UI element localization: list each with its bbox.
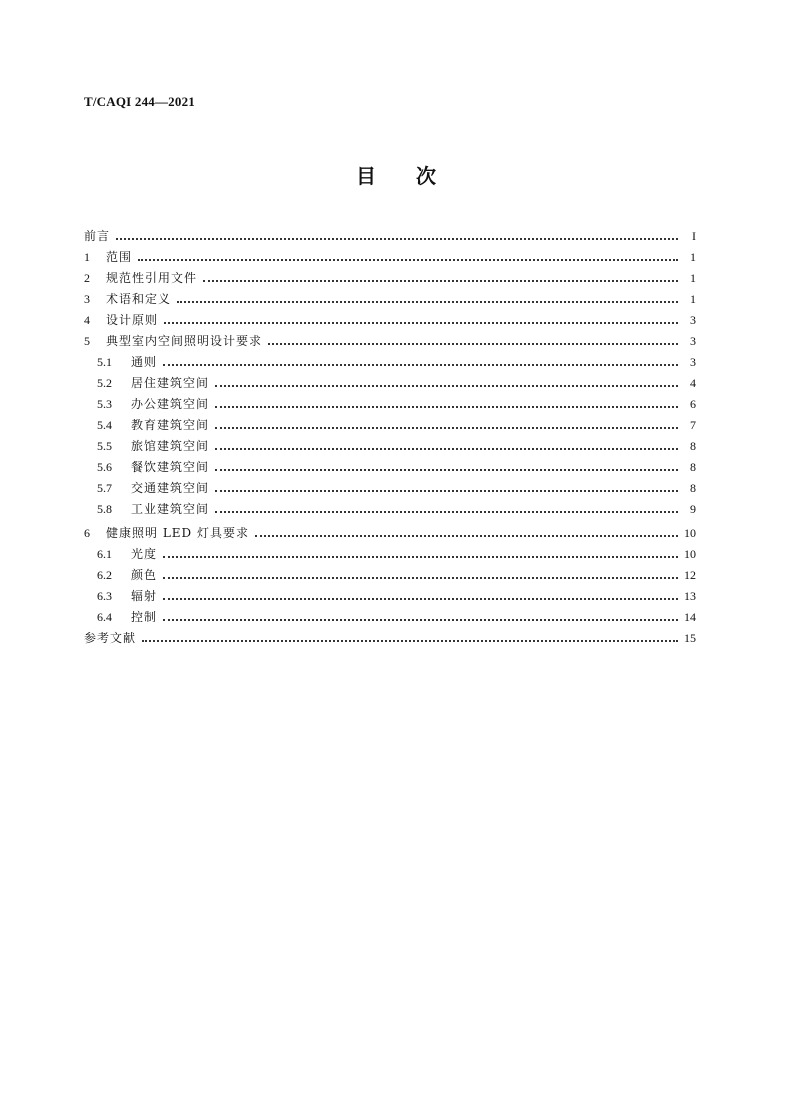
toc-entry-page: 3 [690, 313, 696, 327]
toc-entry-page: 12 [684, 568, 696, 582]
toc-entry-label: 参考文献 [84, 631, 137, 645]
toc-entry-label: 典型室内空间照明设计要求 [106, 334, 263, 348]
toc-entry-label: 办公建筑空间 [131, 397, 210, 411]
toc-entry-page: 7 [690, 418, 696, 432]
dot-leader [215, 448, 678, 450]
dot-leader [215, 406, 678, 408]
toc-entry[interactable] [84, 411, 696, 432]
dot-leader [215, 469, 678, 471]
toc-entry-number: 6.4 [97, 610, 112, 624]
toc-entry-number: 5.2 [97, 376, 112, 390]
toc-entry-number: 6 [84, 526, 90, 540]
toc-entry-number: 5.8 [97, 502, 112, 516]
toc-entry-number: 6.1 [97, 547, 112, 561]
dot-leader [215, 385, 678, 387]
toc-entry-page: 1 [690, 250, 696, 264]
toc-entry-page: 13 [684, 589, 696, 603]
toc-entry-label: 颜色 [131, 568, 158, 582]
toc-entry[interactable] [84, 369, 696, 390]
toc-entry-page: 3 [690, 334, 696, 348]
toc-entry-number: 5.7 [97, 481, 112, 495]
toc-entry-label: 教育建筑空间 [131, 418, 210, 432]
toc-entry-number: 5.3 [97, 397, 112, 411]
dot-leader [163, 364, 678, 366]
toc-entry-label: 通则 [131, 355, 158, 369]
toc-entry-number: 5.6 [97, 460, 112, 474]
toc-entry-label: 前言 [84, 229, 111, 243]
toc-entry-page: 14 [684, 610, 696, 624]
toc-entry[interactable] [84, 285, 696, 306]
toc-entry-label: 控制 [131, 610, 158, 624]
toc-entry[interactable] [84, 495, 696, 516]
toc-entry-label: 餐饮建筑空间 [131, 460, 210, 474]
toc-entry-label: 辐射 [131, 589, 158, 603]
dot-leader [215, 490, 678, 492]
toc-entry-label: 规范性引用文件 [106, 271, 198, 285]
toc-entry-label: 工业建筑空间 [131, 502, 210, 516]
toc-entry-number: 2 [84, 271, 90, 285]
toc-entry-page: 10 [684, 526, 696, 540]
dot-leader [203, 280, 678, 282]
toc-entry-number: 5.4 [97, 418, 112, 432]
toc-entry-number: 5 [84, 334, 90, 348]
dot-leader [268, 343, 678, 345]
toc-entry-number: 6.2 [97, 568, 112, 582]
dot-leader [215, 427, 678, 429]
toc-entry-number: 5.5 [97, 439, 112, 453]
dot-leader [164, 322, 678, 324]
dot-leader [215, 511, 678, 513]
toc-entry[interactable] [84, 474, 696, 495]
toc-entry-label: 范围 [106, 250, 133, 264]
dot-leader [177, 301, 678, 303]
toc-entry[interactable] [84, 624, 696, 645]
toc-entry-label: 光度 [131, 547, 158, 561]
toc-entry[interactable] [84, 540, 696, 561]
toc-entry-page: 1 [690, 292, 696, 306]
dot-leader [163, 598, 678, 600]
toc-entry[interactable] [84, 348, 696, 369]
toc-entry-page: 1 [690, 271, 696, 285]
toc-entry[interactable] [84, 453, 696, 474]
page-title [0, 160, 792, 189]
toc-entry-page: 6 [690, 397, 696, 411]
toc-entry[interactable] [84, 243, 696, 264]
dot-leader [142, 640, 678, 642]
toc-entry[interactable] [84, 390, 696, 411]
toc-entry[interactable] [84, 603, 696, 624]
toc-entry-label: 居住建筑空间 [131, 376, 210, 390]
toc-entry-label: 术语和定义 [106, 292, 172, 306]
toc-entry-page: I [692, 229, 696, 243]
toc-entry-page: 3 [690, 355, 696, 369]
toc-entry-page: 4 [690, 376, 696, 390]
dot-leader [163, 577, 678, 579]
dot-leader [163, 619, 678, 621]
toc-entry-page: 9 [690, 502, 696, 516]
dot-leader [255, 535, 678, 537]
toc-entry[interactable] [84, 306, 696, 327]
document-code: T/CAQI 244—2021 [84, 94, 195, 109]
dot-leader [116, 238, 678, 240]
page-title-text: 目次 [356, 164, 476, 188]
toc-entry-page: 8 [690, 439, 696, 453]
toc-entry-number: 3 [84, 292, 90, 306]
table-of-contents [84, 222, 696, 645]
toc-entry-number: 5.1 [97, 355, 112, 369]
toc-entry[interactable] [84, 582, 696, 603]
toc-entry-page: 15 [684, 631, 696, 645]
dot-leader [138, 259, 678, 261]
toc-entry-label: 设计原则 [106, 313, 159, 327]
toc-entry-number: 1 [84, 250, 90, 264]
toc-entry[interactable] [84, 327, 696, 348]
toc-entry-number: 6.3 [97, 589, 112, 603]
toc-entry-number: 4 [84, 313, 90, 327]
toc-entry[interactable] [84, 561, 696, 582]
toc-entry[interactable] [84, 222, 696, 243]
dot-leader [163, 556, 678, 558]
toc-entry-label: 交通建筑空间 [131, 481, 210, 495]
toc-entry-label: 旅馆建筑空间 [131, 439, 210, 453]
toc-entry-label: 健康照明 LED 灯具要求 [106, 526, 249, 540]
toc-entry[interactable] [84, 264, 696, 285]
toc-entry-page: 10 [684, 547, 696, 561]
toc-entry-page: 8 [690, 481, 696, 495]
toc-entry[interactable] [84, 432, 696, 453]
toc-entry-page: 8 [690, 460, 696, 474]
toc-entry[interactable] [84, 516, 696, 540]
